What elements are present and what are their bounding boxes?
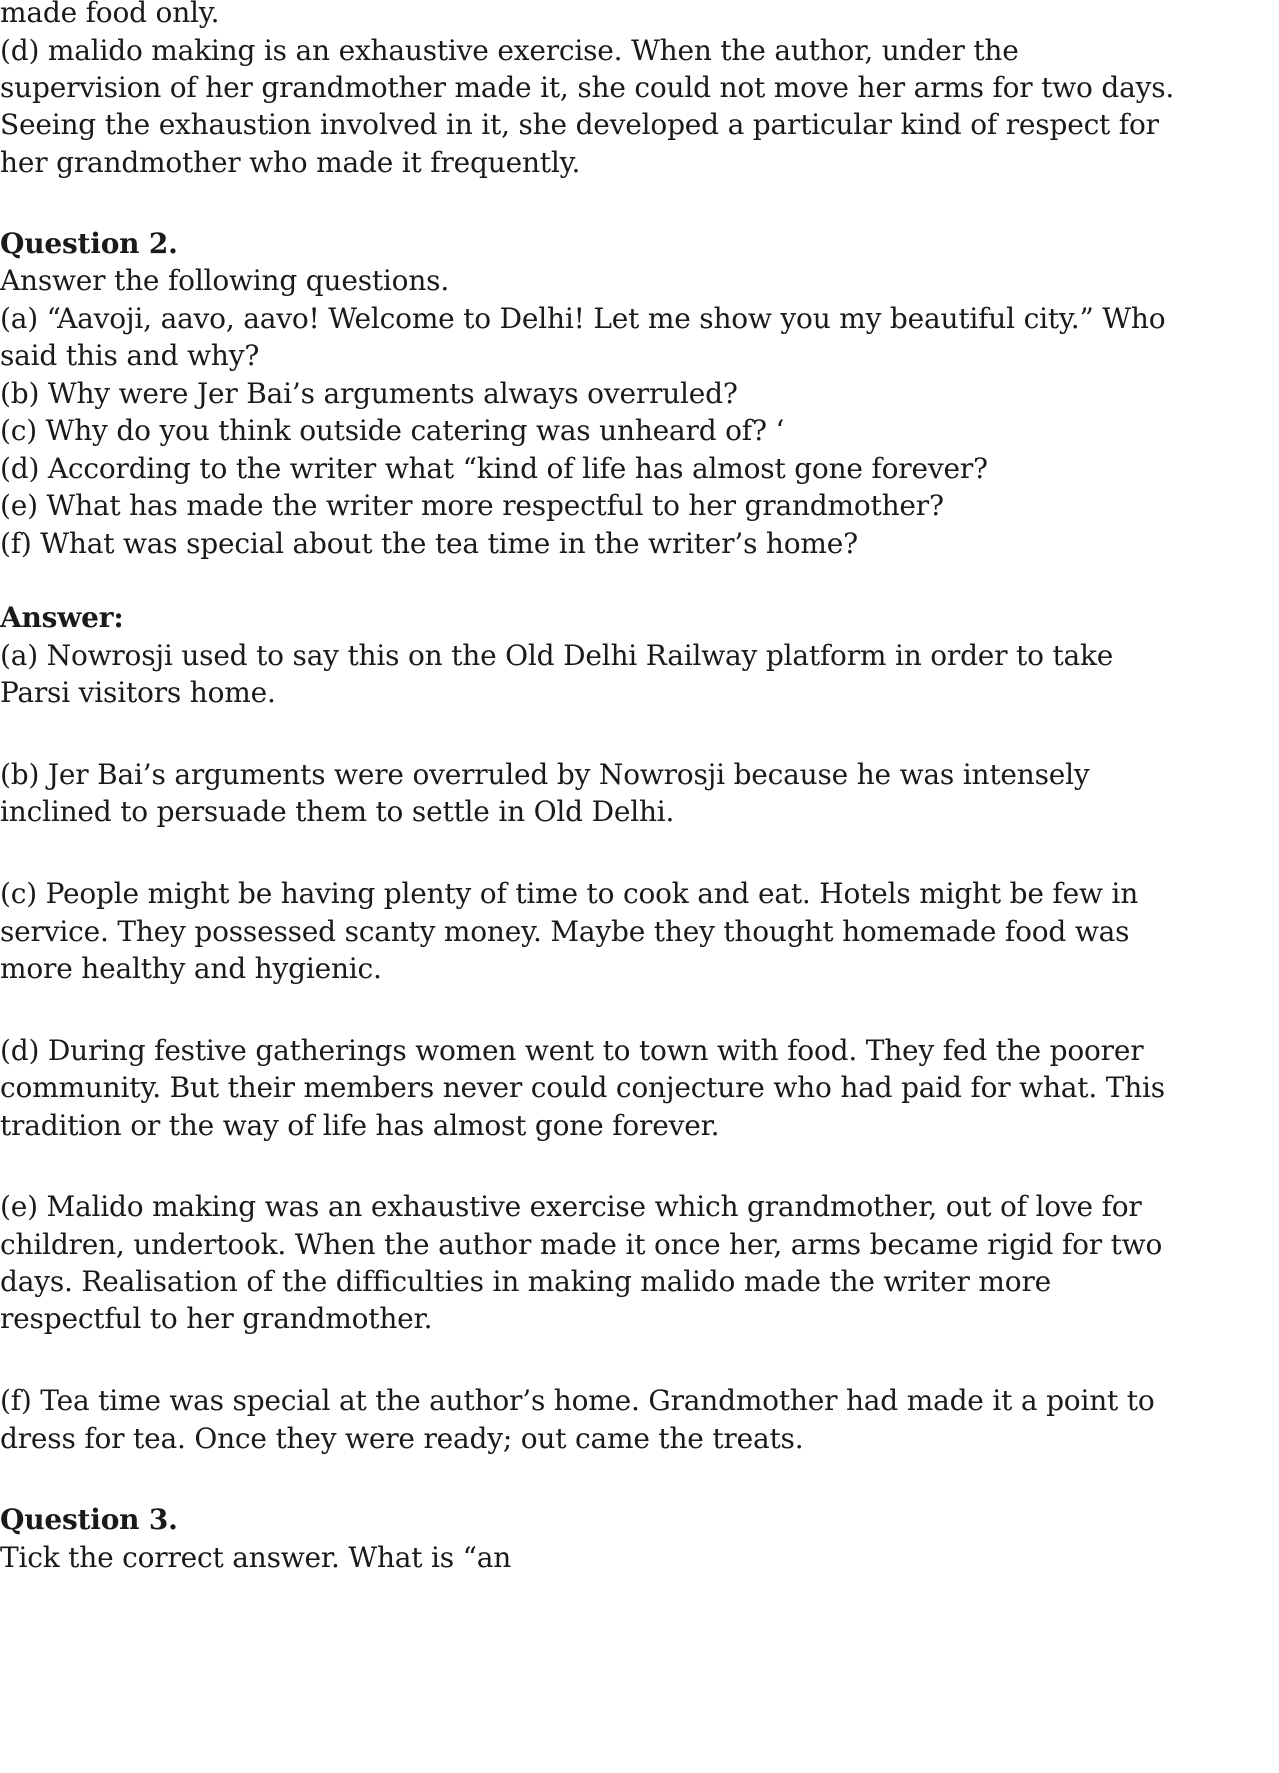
question-2-item-c: (c) Why do you think outside catering was unheard of? ‘ [0, 414, 785, 447]
answer-c-line-2: service. They possessed scanty money. Maybe they thought homemade food was [0, 915, 1130, 948]
q1-answer-tail-line-1: made food only. [0, 0, 220, 29]
question-2-intro: Answer the following questions. [0, 264, 450, 297]
answer-e-line-1: (e) Malido making was an exhaustive exercise which grandmother, out of love for [0, 1190, 1142, 1223]
q1-answer-d-line-4: her grandmother who made it frequently. [0, 146, 581, 179]
answer-a-line-1: (a) Nowrosji used to say this on the Old Delhi Railway platform in order to take [0, 639, 1114, 672]
answer-f-line-2: dress for tea. Once they were ready; out came the treats. [0, 1422, 804, 1455]
question-2-heading: Question 2. [0, 227, 178, 260]
answer-e-line-4: respectful to her grandmother. [0, 1302, 433, 1335]
question-3-line-1: Tick the correct answer. What is “an [0, 1541, 512, 1574]
answer-heading: Answer: [0, 601, 124, 634]
answer-d-line-3: tradition or the way of life has almost gone forever. [0, 1109, 720, 1142]
q1-answer-d-line-1: (d) malido making is an exhaustive exercise. When the author, under the [0, 34, 1019, 67]
question-2-item-f: (f) What was special about the tea time in the writer’s home? [0, 527, 858, 560]
question-2-item-a-line-2: said this and why? [0, 339, 260, 372]
answer-f-line-1: (f) Tea time was special at the author’s home. Grandmother had made it a point to [0, 1384, 1155, 1417]
answer-c-line-1: (c) People might be having plenty of time to cook and eat. Hotels might be few in [0, 877, 1139, 910]
question-2-item-b: (b) Why were Jer Bai’s arguments always overruled? [0, 377, 738, 410]
question-2-item-a-line-1: (a) “Aavoji, aavo, aavo! Welcome to Delhi! Let me show you my beautiful city.” Who [0, 302, 1166, 335]
question-2-item-d: (d) According to the writer what “kind of life has almost gone forever? [0, 452, 988, 485]
answer-e-line-3: days. Realisation of the difficulties in making malido made the writer more [0, 1265, 1051, 1298]
answer-b-line-1: (b) Jer Bai’s arguments were overruled by Nowrosji because he was intensely [0, 758, 1090, 791]
answer-e-line-2: children, undertook. When the author made it once her, arms became rigid for two [0, 1228, 1163, 1261]
answer-d-line-1: (d) During festive gatherings women went to town with food. They fed the poorer [0, 1034, 1144, 1067]
q1-answer-d-line-3: Seeing the exhaustion involved in it, she developed a particular kind of respect for [0, 108, 1159, 141]
answer-c-line-3: more healthy and hygienic. [0, 952, 382, 985]
question-3-heading: Question 3. [0, 1503, 178, 1536]
q1-answer-d-line-2: supervision of her grandmother made it, she could not move her arms for two days. [0, 71, 1175, 104]
answer-d-line-2: community. But their members never could conjecture who had paid for what. This [0, 1071, 1165, 1104]
answer-a-line-2: Parsi visitors home. [0, 676, 276, 709]
answer-b-line-2: inclined to persuade them to settle in Old Delhi. [0, 795, 675, 828]
question-2-item-e: (e) What has made the writer more respectful to her grandmother? [0, 489, 944, 522]
